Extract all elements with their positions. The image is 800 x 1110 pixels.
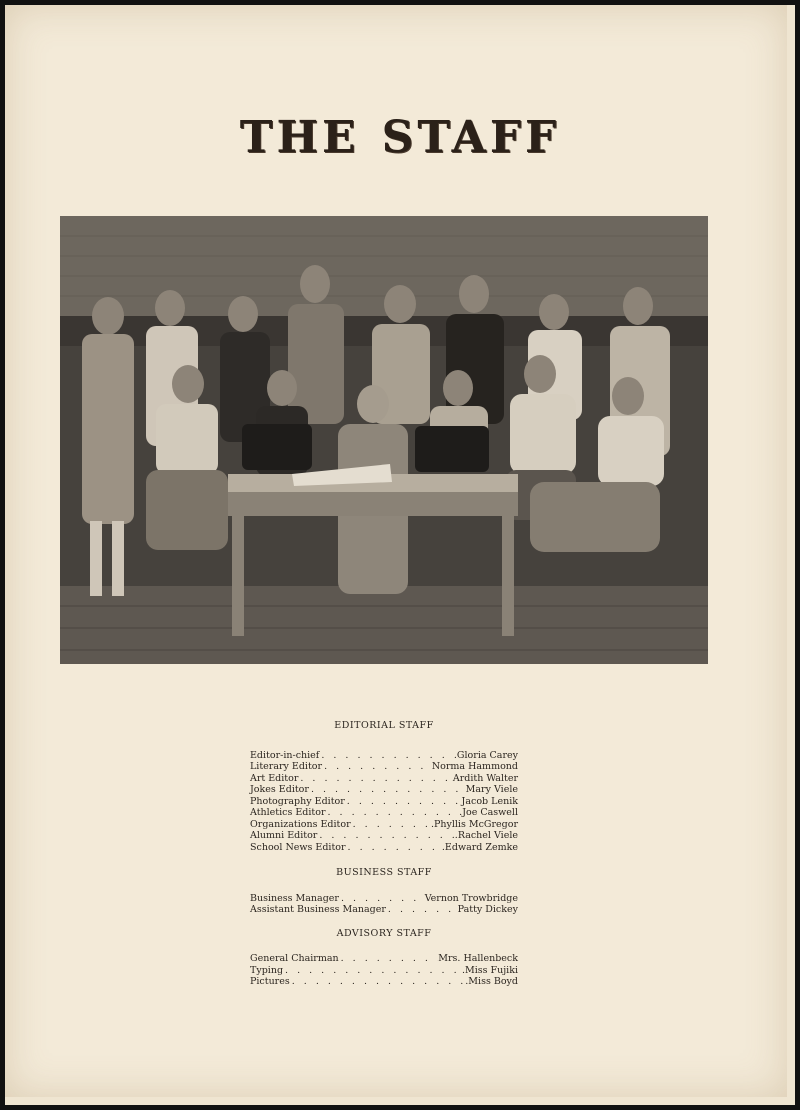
group-photo-illustration xyxy=(60,216,708,664)
editorial-staff-heading: EDITORIAL STAFF xyxy=(334,720,434,731)
staff-row xyxy=(250,784,518,796)
business-staff-heading: BUSINESS STAFF xyxy=(336,867,432,878)
staff-row xyxy=(250,773,518,785)
leader-dots xyxy=(317,830,454,842)
page-title xyxy=(0,112,800,163)
title-word: THE xyxy=(239,112,360,163)
staff-row xyxy=(250,830,518,842)
staff-role: Photography Editor xyxy=(250,795,345,807)
leader-dots xyxy=(386,904,458,916)
leader-dots xyxy=(322,761,432,773)
staff-role: Business Manager xyxy=(250,892,339,904)
staff-name: .Phyllis McGregor xyxy=(430,818,518,830)
staff-role: Athletics Editor xyxy=(250,807,326,818)
staff-name: Ardith Walter xyxy=(452,772,518,784)
leader-dots xyxy=(339,893,425,905)
staff-row xyxy=(250,904,518,916)
staff-name: .Gloria Carey xyxy=(453,749,518,761)
leader-dots xyxy=(345,796,462,808)
leader-dots xyxy=(309,784,466,796)
staff-role: Organizations Editor xyxy=(250,818,351,830)
staff-name: .Rachel Viele xyxy=(454,830,518,841)
leader-dots xyxy=(283,965,462,977)
staff-row xyxy=(250,750,518,762)
staff-row xyxy=(250,761,518,773)
staff-name: .Joe Caswell xyxy=(459,807,518,818)
staff-row xyxy=(250,796,518,808)
staff-row xyxy=(250,842,518,854)
wooden-floor xyxy=(60,586,708,664)
staff-name: Vernon Trowbridge xyxy=(424,892,518,904)
staff-name: Norma Hammond xyxy=(431,761,518,772)
staff-row xyxy=(250,965,518,977)
staff-row xyxy=(250,819,518,831)
staff-name: Mary Viele xyxy=(465,784,518,795)
staff-role: Art Editor xyxy=(250,772,299,784)
staff-row xyxy=(250,976,518,988)
leader-dots xyxy=(351,819,431,831)
staff-role: Pictures xyxy=(250,976,290,987)
leader-dots xyxy=(339,953,439,965)
staff-name: .Miss Boyd xyxy=(465,976,518,987)
staff-role: Jokes Editor xyxy=(250,784,309,795)
leader-dots xyxy=(319,750,454,762)
leader-dots xyxy=(298,773,453,785)
leader-dots xyxy=(346,842,442,854)
staff-role: School News Editor xyxy=(250,841,346,853)
staff-role: Typing xyxy=(250,964,284,976)
staff-name: Mrs. Hallenbeck xyxy=(438,953,518,964)
staff-name: Jacob Lenik xyxy=(461,795,518,807)
staff-role: Alumni Editor xyxy=(250,830,318,841)
staff-list xyxy=(250,720,518,988)
staff-name: .Edward Zemke xyxy=(441,841,518,853)
staff-role: General Chairman xyxy=(250,953,339,964)
staff-role: Literary Editor xyxy=(250,761,323,772)
staff-row xyxy=(250,893,518,905)
group-photo xyxy=(60,216,708,664)
advisory-staff-heading: ADVISORY STAFF xyxy=(336,927,432,939)
staff-role: Assistant Business Manager xyxy=(250,904,386,915)
staff-name: .Miss Fujiki xyxy=(461,964,518,976)
staff-role: Editor-in-chief xyxy=(250,749,320,761)
title-word: STAFF xyxy=(381,112,561,163)
staff-row xyxy=(250,807,518,819)
leader-dots xyxy=(290,976,466,988)
staff-row xyxy=(250,953,518,965)
leader-dots xyxy=(326,807,460,819)
staff-name: Patty Dickey xyxy=(457,904,518,915)
